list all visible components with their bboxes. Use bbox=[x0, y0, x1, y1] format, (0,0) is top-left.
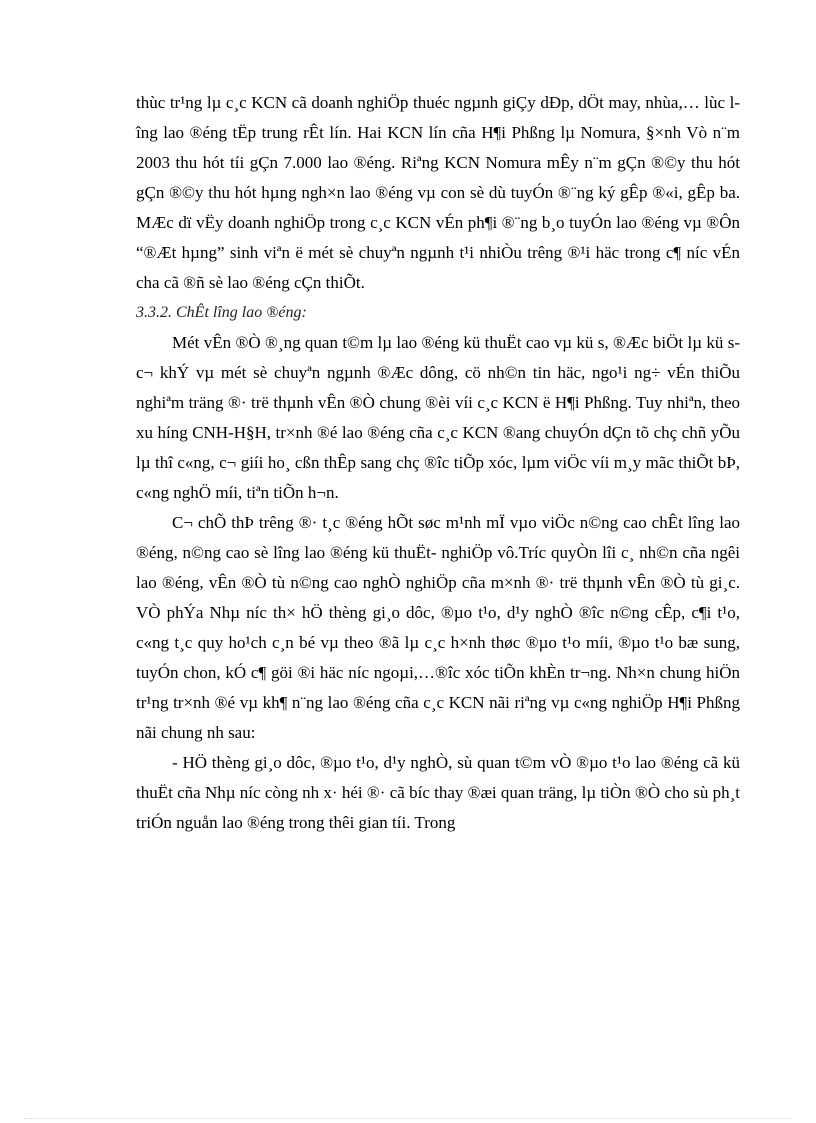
section-heading: 3.3.2. ChÊt lîng lao ®éng: bbox=[136, 304, 307, 321]
paragraph-3: C¬ chÕ thÞ trêng ®· t¸c ®éng hÕt søc m¹nh mÏ vµo viÖc n©ng cao chÊt lîng lao ®éng, n©ng cao sè lîng lao ®éng kü thuËt- nghiÖp vô.Tríc quyÒn lîi c¸ nh©n cña ngêi lao ®éng, vÊn ®Ò tù n©ng cao nghÒ nghiÖp cña m×nh ®· trë thµnh vÊn ®Ò tù gi¸c. VÒ phÝa Nhµ níc th× hÖ thèng gi¸o dôc, ®µo t¹o, d¹y nghÒ ®îc n©ng cÊp, c¶i t¹o, c«ng t¸c quy ho¹ch c¸n bé vµ theo ®ã lµ c¸c h×nh thøc ®µo t¹o míi, ®µo t¹o bæ sung, tuyÓn chon, kÓ c¶ göi ®i häc níc ngoµi,…®îc xóc tiÕn khÈn tr¬ng. Nh×n chung hiÖn tr¹ng tr×nh ®é vµ kh¶ n¨ng lao ®éng cña c¸c KCN nãi riªng vµ c«ng nghiÖp H¶i Phßng nãi chung nh sau: bbox=[136, 513, 740, 742]
page-bottom-divider bbox=[24, 1118, 792, 1119]
document-body bbox=[136, 88, 740, 838]
paragraph-4: - HÖ thèng gi¸o dôc, ®µo t¹o, d¹y nghÒ, sù quan t©m vÒ ®µo t¹o lao ®éng cã kü thuËt cña Nhµ níc còng nh x· héi ®· cã bíc thay ®æi quan träng, lµ tiÒn ®Ò cho sù ph¸t triÓn nguån lao ®éng trong thêi gian tíi. Trong bbox=[136, 753, 740, 832]
paragraph-1: thùc tr¹ng lµ c¸c KCN cã doanh nghiÖp thuéc ngµnh giÇy dÐp, dÖt may, nhùa,… lùc lîng lao ®éng tËp trung rÊt lín. Hai KCN lín cña H¶i Phßng lµ Nomura, §×nh Vò n¨m 2003 thu hót tíi gÇn 7.000 lao ®éng. Riªng KCN Nomura mÊy n¨m gÇn ®©y thu hót gÇn ®©y thu hót hµng ngh×n lao ®éng vµ con sè dù tuyÓn ®¨ng ký gÊp ®«i, gÊp ba. MÆc dï vËy doanh nghiÖp trong c¸c KCN vÉn ph¶i ®¨ng b¸o tuyÓn lao ®éng vµ ®Ôn “®Æt hµng” sinh viªn ë mét sè chuyªn ngµnh t¹i nhiÒu trêng ®¹i häc trong c¶ níc vÉn cha cã ®ñ sè lao ®éng cÇn thiÕt. bbox=[136, 93, 740, 292]
paragraph-2: Mét vÊn ®Ò ®¸ng quan t©m lµ lao ®éng kü thuËt cao vµ kü s, ®Æc biÖt lµ kü s c¬ khÝ vµ mét sè chuyªn ngµnh ®Æc dông, cö nh©n tin häc, ngo¹i ng÷ vÉn thiÕu nghiªm träng ®· trë thµnh vÊn ®Ò chung ®èi víi c¸c KCN ë H¶i Phßng. Tuy nhiªn, theo xu híng CNH-H§H, tr×nh ®é lao ®éng cña c¸c KCN ®ang chuyÓn dÇn tõ chç chñ yÕu lµ thî c«ng, c¬ giíi ho¸ cßn thÊp sang chç ®îc tiÕp xóc, lµm viÖc víi m¸y mãc thiÕt bÞ, c«ng nghÖ míi, tiªn tiÕn h¬n. bbox=[136, 333, 740, 502]
